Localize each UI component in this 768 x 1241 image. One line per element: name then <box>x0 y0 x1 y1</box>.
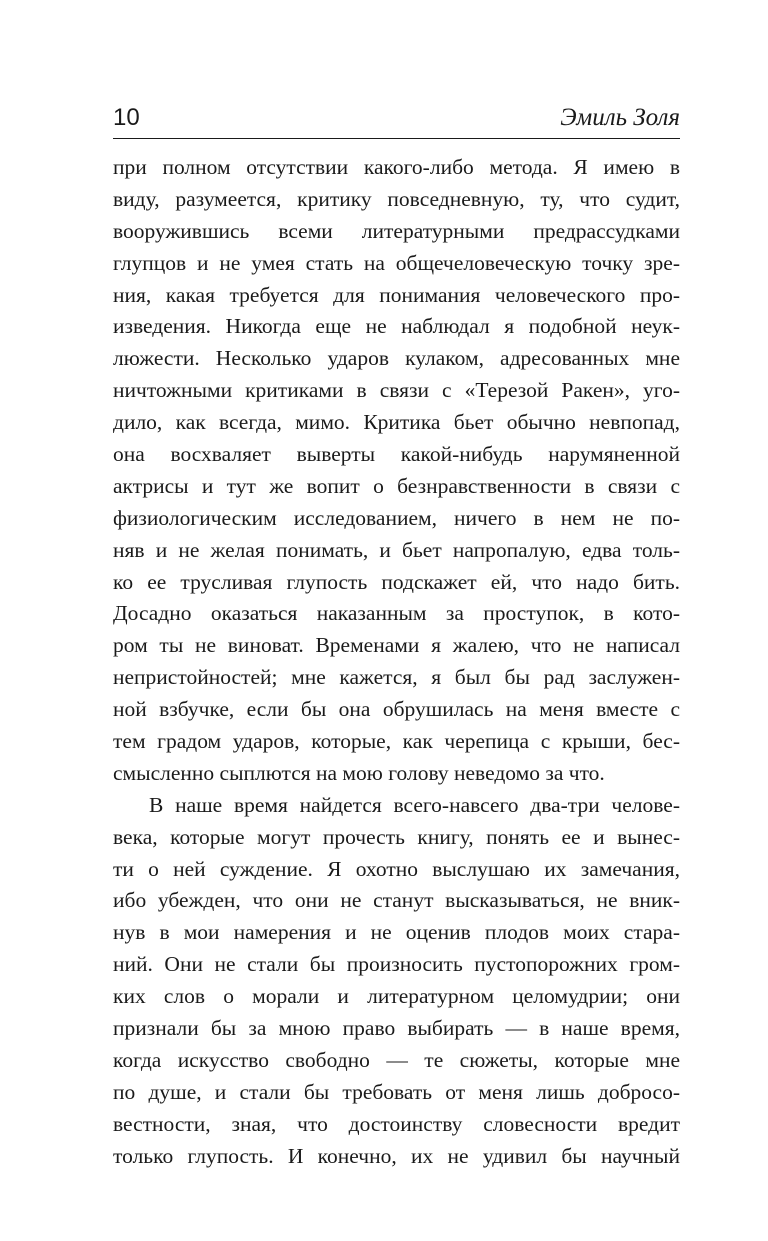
text-line: когда искусство свободно — те сюжеты, которые мне <box>113 1047 680 1072</box>
running-head-author: Эмиль Золя <box>560 104 680 131</box>
text-line: ти о ней суждение. Я охотно выслушаю их замечания, <box>113 856 680 881</box>
text-line: ко ее трусливая глупость подскажет ей, что надо бить. <box>113 569 680 594</box>
text-line: Досадно оказаться наказанным за проступок, в кото- <box>113 601 680 626</box>
text-line: тем градом ударов, которые, как черепица с крыши, бес- <box>113 729 680 754</box>
text-line: непристойностей; мне кажется, я был бы рад заслужен- <box>113 665 680 690</box>
text-line: В наше время найдется всего-навсего два-три челове- <box>149 792 680 817</box>
text-line: признали бы за мною право выбирать — в наше время, <box>113 1016 680 1041</box>
text-line: века, которые могут прочесть книгу, понять ее и вынес- <box>113 824 680 849</box>
text-line: ния, какая требуется для понимания человеческого про- <box>113 282 680 307</box>
text-line: физиологическим исследованием, ничего в нем не по- <box>113 505 680 530</box>
header-rule <box>113 138 680 139</box>
text-line: вооружившись всеми литературными предрассудками <box>113 218 680 243</box>
text-line: нув в мои намерения и не оценив плодов моих стара- <box>113 920 680 945</box>
text-line: няв и не желая понимать, и бьет напропалую, едва толь- <box>113 537 680 562</box>
text-line: изведения. Никогда еще не наблюдал я подобной неук- <box>113 314 680 339</box>
paragraph <box>113 152 680 790</box>
text-line: дило, как всегда, мимо. Критика бьет обычно невпопад, <box>113 410 680 435</box>
text-line: актрисы и тут же вопит о безнравственности в связи с <box>113 473 680 498</box>
text-line: люжести. Несколько ударов кулаком, адресованных мне <box>113 346 680 371</box>
text-line: по душе, и стали бы требовать от меня лишь добросо- <box>113 1079 680 1104</box>
text-line: виду, разумеется, критику повседневную, ту, что судит, <box>113 186 680 211</box>
text-line: ничтожными критиками в связи с «Терезой Ракен», уго- <box>113 378 680 403</box>
text-line: ной взбучке, если бы она обрушилась на меня вместе с <box>113 697 680 722</box>
page-number: 10 <box>113 104 140 131</box>
text-line: вестности, зная, что достоинству словесности вредит <box>113 1111 680 1136</box>
text-line: только глупость. И конечно, их не удивил бы научный <box>113 1143 680 1168</box>
text-line: глупцов и не умея стать на общечеловеческую точку зре- <box>113 250 680 275</box>
text-line: ром ты не виноват. Временами я жалею, что не написал <box>113 633 680 658</box>
page-header <box>113 100 680 140</box>
body-text <box>113 152 680 1173</box>
text-line: ний. Они не стали бы произносить пустопорожних гром- <box>113 952 680 977</box>
text-line: ких слов о морали и литературном целомудрии; они <box>113 984 680 1009</box>
text-line: при полном отсутствии какого-либо метода. Я имею в <box>113 155 680 179</box>
text-line: ибо убежден, что они не станут высказываться, не вник- <box>113 888 680 913</box>
text-line: смысленно сыплются на мою голову неведомо за что. <box>113 760 605 785</box>
text-line: она восхваляет выверты какой-нибудь нарумяненной <box>113 442 680 467</box>
paragraph <box>113 790 680 1173</box>
